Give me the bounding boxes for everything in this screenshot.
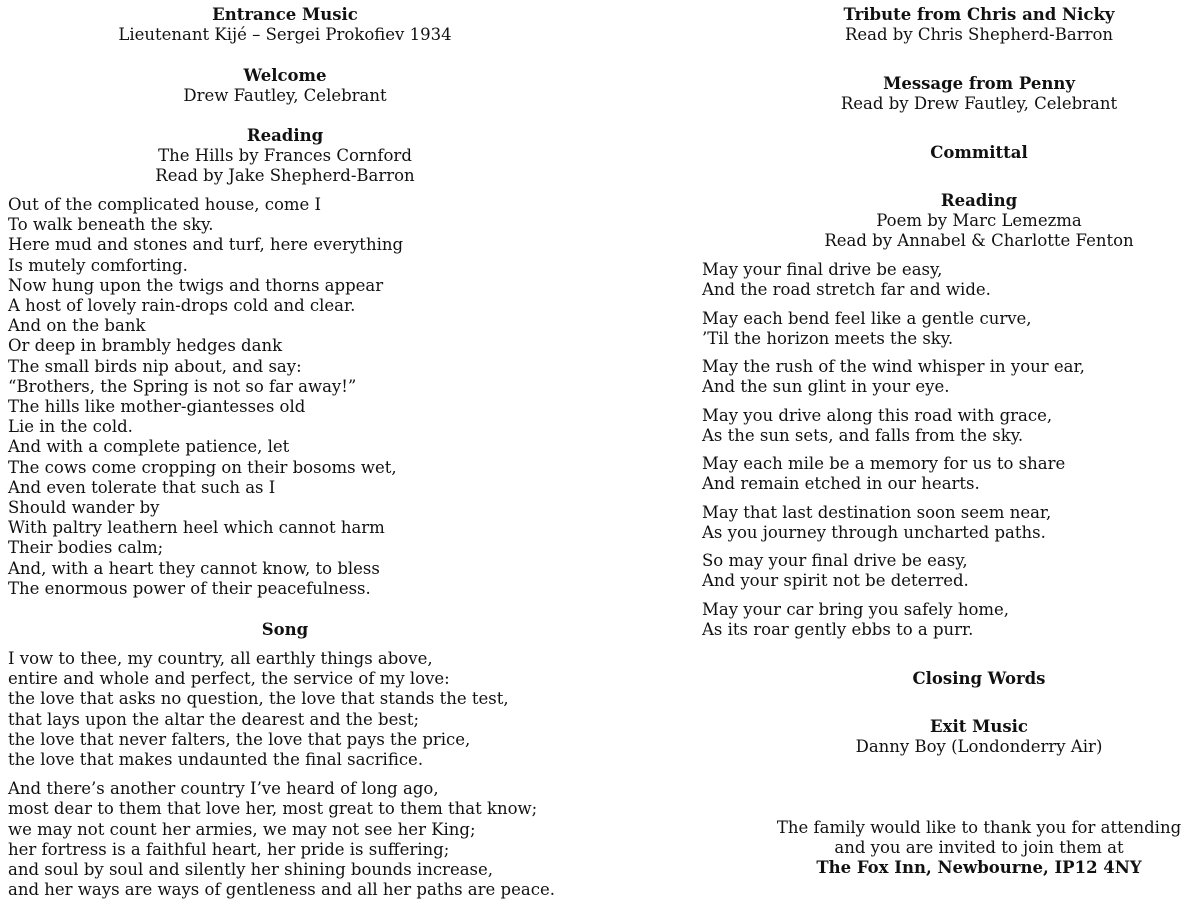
poem-stanza: [702, 406, 1085, 446]
song-line: And there’s another country I’ve heard of long ago,: [8, 779, 439, 799]
poem-stanza: [702, 503, 1085, 543]
song-line: that lays upon the altar the dearest and the best;: [8, 709, 420, 729]
poem-line: Or deep in brambly hedges dank: [8, 336, 283, 356]
reading-title-left: Reading: [246, 126, 324, 145]
entrance-music-title: Entrance Music: [212, 5, 358, 24]
thanks-section: [758, 818, 1200, 878]
poem-line: Lie in the cold.: [8, 417, 133, 437]
closing-words-section: [758, 669, 1200, 689]
poem-line: May each mile be a memory for us to share: [702, 454, 1066, 473]
reading-section-right: [758, 191, 1200, 251]
song-line: the love that asks no question, the love that stands the test,: [8, 689, 509, 709]
message-detail: Read by Drew Fautley, Celebrant: [840, 94, 1118, 113]
message-section: [758, 74, 1200, 114]
poem-line: And on the bank: [8, 316, 146, 336]
poem-line: As you journey through uncharted paths.: [702, 522, 1046, 542]
poem-line: A host of lovely rain-drops cold and clear.: [8, 296, 356, 316]
poem-line: The hills like mother-giantesses old: [8, 397, 306, 417]
song-section: [0, 620, 570, 640]
song-line: the love that makes undaunted the final sacrifice.: [8, 750, 424, 770]
poem-line: May the rush of the wind whisper in your ear,: [702, 357, 1085, 376]
venue-address: The Fox Inn, Newbourne, IP12 4NY: [816, 858, 1142, 877]
exit-music-section: [758, 717, 1200, 757]
reading-section-left: [0, 126, 570, 186]
poem-line: Out of the complicated house, come I: [8, 195, 322, 214]
closing-words-title: Closing Words: [912, 669, 1046, 688]
the-hills-poem: [8, 195, 403, 599]
poem-line: Their bodies calm;: [8, 538, 164, 558]
tribute-title: Tribute from Chris and Nicky: [843, 5, 1115, 24]
entrance-music-section: [0, 5, 570, 45]
poem-line: And your spirit not be deterred.: [702, 571, 969, 590]
welcome-section: [0, 66, 570, 106]
reading-work-left: The Hills by Frances Cornford: [158, 146, 412, 165]
poem-line: And, with a heart they cannot know, to bless: [8, 558, 380, 578]
poem-line: So may your final drive be easy,: [702, 551, 968, 570]
song-line: most dear to them that love her, most great to them that know;: [8, 799, 538, 819]
poem-line: May your car bring you safely home,: [702, 599, 1010, 619]
tribute-detail: Read by Chris Shepherd-Barron: [844, 25, 1114, 44]
poem-stanza: [702, 600, 1085, 640]
poem-line: With paltry leathern heel which cannot harm: [8, 518, 385, 538]
poem-line: May you drive along this road with grace,: [702, 405, 1053, 425]
poem-line: As its roar gently ebbs to a purr.: [702, 619, 974, 639]
entrance-music-detail: Lieutenant Kijé – Sergei Prokofiev 1934: [118, 25, 452, 44]
poem-stanza: [702, 357, 1085, 397]
song-title: Song: [261, 620, 309, 639]
welcome-detail: Drew Fautley, Celebrant: [183, 86, 387, 105]
poem-stanza: [702, 260, 1085, 300]
song-line: entire and whole and perfect, the service of my love:: [8, 669, 450, 689]
song-lyrics: [8, 649, 555, 909]
welcome-title: Welcome: [243, 66, 327, 85]
poem-line: Here mud and stones and turf, here everything: [8, 235, 404, 255]
thanks-line-2: and you are invited to join them at: [834, 838, 1124, 857]
song-line: and her ways are ways of gentleness and all her paths are peace.: [8, 880, 555, 900]
poem-line: And remain etched in our hearts.: [702, 474, 980, 493]
song-stanza: [8, 779, 555, 900]
message-title: Message from Penny: [883, 74, 1075, 93]
poem-line: May that last destination soon seem near,: [702, 502, 1052, 522]
poem-line: And with a complete patience, let: [8, 437, 290, 457]
poem-line: As the sun sets, and falls from the sky.: [702, 425, 1024, 445]
song-line: we may not count her armies, we may not see her King;: [8, 819, 476, 839]
committal-section: [758, 143, 1200, 163]
song-line: her fortress is a faithful heart, her pride is suffering;: [8, 839, 450, 859]
poem-line: And the sun glint in your eye.: [702, 377, 950, 396]
poem-stanza: [702, 454, 1085, 494]
reading-title-right: Reading: [940, 191, 1018, 210]
reading-work-right: Poem by Marc Lemezma: [876, 211, 1082, 230]
exit-music-title: Exit Music: [930, 717, 1028, 736]
poem-line: And the road stretch far and wide.: [702, 280, 991, 299]
poem-line: And even tolerate that such as I: [8, 477, 276, 497]
exit-music-detail: Danny Boy (Londonderry Air): [855, 737, 1103, 756]
poem-line: The enormous power of their peacefulness.: [8, 578, 371, 598]
song-line: I vow to thee, my country, all earthly things above,: [8, 649, 433, 668]
poem-line: The small birds nip about, and say:: [8, 356, 302, 376]
poem-line: ’Til the horizon meets the sky.: [702, 328, 954, 348]
poem-line: May each bend feel like a gentle curve,: [702, 308, 1032, 328]
reading-reader-right: Read by Annabel & Charlotte Fenton: [824, 231, 1134, 250]
reading-reader-left: Read by Jake Shepherd-Barron: [155, 166, 415, 185]
poem-line: The cows come cropping on their bosoms wet,: [8, 457, 397, 477]
poem-line: Now hung upon the twigs and thorns appear: [8, 275, 384, 295]
final-drive-poem: [702, 260, 1085, 648]
poem-line: “Brothers, the Spring is not so far away!”: [8, 376, 357, 396]
poem-stanza: [702, 551, 1085, 591]
poem-stanza: [702, 309, 1085, 349]
song-line: and soul by soul and silently her shining bounds increase,: [8, 860, 494, 880]
committal-title: Committal: [930, 143, 1028, 162]
thanks-line-1: The family would like to thank you for attending: [776, 818, 1182, 837]
song-stanza: [8, 649, 555, 770]
poem-line: To walk beneath the sky.: [8, 215, 214, 235]
poem-line: Is mutely comforting.: [8, 255, 188, 275]
poem-line: May your final drive be easy,: [702, 260, 943, 279]
song-line: the love that never falters, the love that pays the price,: [8, 729, 471, 749]
tribute-section: [758, 5, 1200, 45]
poem-line: Should wander by: [8, 498, 160, 518]
